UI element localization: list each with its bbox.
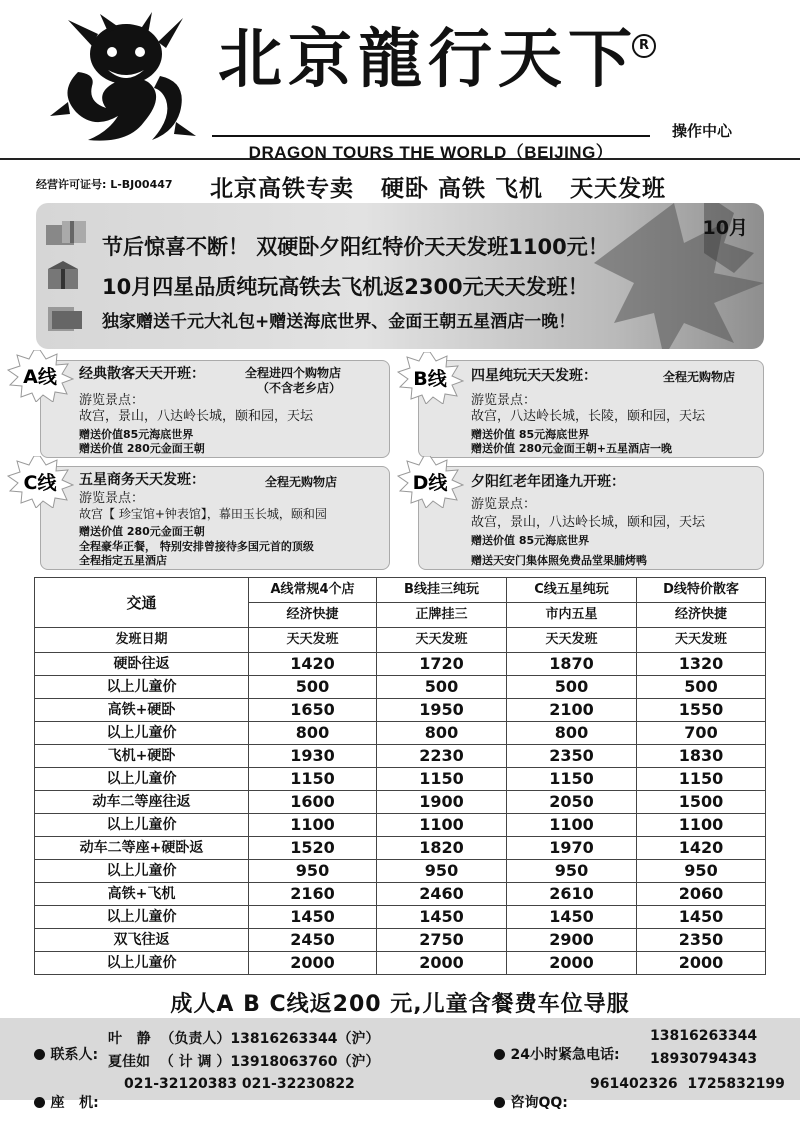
bullet-icon	[34, 1049, 45, 1060]
date-header: 发班日期	[35, 628, 249, 653]
route-a-note-2: （不含老乡店）	[257, 381, 342, 395]
price-cell: 1150	[377, 768, 507, 791]
row-label: 以上儿童价	[35, 722, 249, 745]
price-cell: 950	[507, 860, 637, 883]
route-a-badge	[6, 350, 74, 402]
price-cell: 1450	[249, 906, 377, 929]
price-cell: 1950	[377, 699, 507, 722]
price-cell: 1100	[377, 814, 507, 837]
price-cell: 800	[249, 722, 377, 745]
brand-subtitle: DRAGON TOURS THE WORLD（BEIJING）	[248, 143, 614, 162]
route-a-gift-2: 赠送价值 280元金面王朝	[79, 442, 205, 455]
price-cell: 500	[249, 676, 377, 699]
col-date: 天天发班	[637, 628, 766, 653]
price-cell: 1600	[249, 791, 377, 814]
price-cell: 2100	[507, 699, 637, 722]
price-cell: 1420	[637, 837, 766, 860]
col-header-line1: A线常规4个店	[249, 578, 377, 603]
price-cell: 500	[377, 676, 507, 699]
slogan: 成人A B C线返200 元,儿童含餐费车位导服	[170, 992, 630, 1017]
row-label: 双飞往返	[35, 929, 249, 952]
price-cell: 1420	[249, 653, 377, 676]
emergency-label: 24小时紧急电话:	[510, 1047, 620, 1063]
phone-number: 021-32120383 021-32230822	[124, 1076, 355, 1092]
col-header-line1: D线特价散客	[637, 578, 766, 603]
qq-numbers: 961402326 1725832199	[590, 1076, 785, 1092]
row-label: 高铁+硬卧	[35, 699, 249, 722]
row-label: 以上儿童价	[35, 860, 249, 883]
route-b-badge-label: B线	[413, 368, 447, 390]
route-c-badge	[6, 456, 74, 508]
phone-label: 座 机:	[50, 1095, 99, 1111]
route-d-spots: 故宫，景山，八达岭长城，颐和园，天坛	[471, 515, 706, 530]
route-d-badge	[396, 456, 464, 508]
table-row	[35, 814, 766, 837]
route-c-note: 全程无购物店	[265, 475, 338, 489]
route-d-spots-label: 游览景点：	[471, 497, 537, 512]
price-cell: 1150	[507, 768, 637, 791]
row-label: 以上儿童价	[35, 906, 249, 929]
table-row	[35, 929, 766, 952]
row-label: 以上儿童价	[35, 952, 249, 975]
table-row	[35, 791, 766, 814]
row-label: 高铁+飞机	[35, 883, 249, 906]
route-d-badge-label: D线	[412, 472, 448, 494]
phone-label-row	[14, 1076, 99, 1128]
route-c-title: 五星商务天天发班：	[79, 472, 205, 488]
route-c-gift-1: 赠送价值 280元金面王朝	[79, 525, 205, 538]
price-cell: 2350	[637, 929, 766, 952]
gift-box-icon	[44, 259, 90, 291]
contact-1: 叶 静 （负责人）13816263344（沪）	[108, 1031, 380, 1047]
col-date: 天天发班	[249, 628, 377, 653]
headline: 北京高铁专卖 硬卧 高铁 飞机 天天发班	[210, 176, 667, 202]
route-card-a	[40, 360, 390, 458]
price-cell: 2610	[507, 883, 637, 906]
table-row	[35, 745, 766, 768]
route-c-extra-1: 全程豪华正餐， 特别安排曾接待多国元首的顶级	[79, 540, 314, 553]
col-header-line2: 经济快捷	[249, 603, 377, 628]
table-header-row-1	[35, 578, 766, 603]
price-cell: 950	[377, 860, 507, 883]
route-b-badge	[396, 352, 464, 404]
price-cell: 1100	[637, 814, 766, 837]
price-cell: 1100	[249, 814, 377, 837]
price-cell: 1150	[637, 768, 766, 791]
price-cell: 1650	[249, 699, 377, 722]
col-date: 天天发班	[377, 628, 507, 653]
promo-banner	[36, 203, 764, 349]
row-label: 动车二等座往返	[35, 791, 249, 814]
table-row	[35, 653, 766, 676]
promo-line-2: 10月四星品质纯玩高铁去飞机返2300元天天发班！	[102, 275, 589, 299]
transport-header: 交通	[35, 578, 249, 628]
price-cell: 2750	[377, 929, 507, 952]
route-b-title: 四星纯玩天天发班：	[471, 368, 597, 384]
bullet-icon	[494, 1049, 505, 1060]
table-row	[35, 699, 766, 722]
table-row	[35, 768, 766, 791]
bullet-icon	[34, 1097, 45, 1108]
route-b-note: 全程无购物店	[663, 370, 736, 384]
ops-center-label: 操作中心	[672, 122, 733, 140]
price-cell: 1550	[637, 699, 766, 722]
price-cell: 1150	[249, 768, 377, 791]
route-d-title: 夕阳红老年团逢九开班：	[471, 474, 625, 490]
table-row	[35, 860, 766, 883]
row-label: 硬卧往返	[35, 653, 249, 676]
route-c-extra-2: 全程指定五星酒店	[79, 554, 167, 567]
route-c-badge-label: C线	[23, 472, 57, 494]
price-cell: 1520	[249, 837, 377, 860]
route-b-gift-1: 赠送价值 85元海底世界	[471, 428, 590, 441]
price-cell: 1450	[507, 906, 637, 929]
table-row	[35, 952, 766, 975]
route-a-badge-label: A线	[23, 366, 57, 388]
emergency-label-row	[474, 1028, 620, 1080]
table-row	[35, 722, 766, 745]
route-b-gift-2: 赠送价值 280元金面王朝+五星酒店一晚	[471, 442, 673, 455]
price-cell: 1100	[507, 814, 637, 837]
price-cell: 2900	[507, 929, 637, 952]
row-label: 以上儿童价	[35, 676, 249, 699]
price-cell: 950	[637, 860, 766, 883]
promo-line-1: 节后惊喜不断！ 双硬卧夕阳红特价天天发班1100元！	[102, 235, 609, 259]
price-table	[34, 577, 766, 975]
price-cell: 2000	[637, 952, 766, 975]
price-cell: 1820	[377, 837, 507, 860]
price-cell: 800	[377, 722, 507, 745]
price-cell: 1930	[249, 745, 377, 768]
route-d-gift-1: 赠送价值 85元海底世界	[471, 534, 590, 547]
price-cell: 2460	[377, 883, 507, 906]
price-cell: 1870	[507, 653, 637, 676]
gift-box-icon	[44, 301, 90, 333]
route-a-spots: 故宫，景山，八达岭长城，颐和园，天坛	[79, 409, 314, 424]
contact-footer	[0, 1018, 800, 1111]
route-a-spots-label: 游览景点：	[79, 393, 145, 408]
price-cell: 500	[637, 676, 766, 699]
price-cell: 1970	[507, 837, 637, 860]
price-cell: 800	[507, 722, 637, 745]
price-cell: 1830	[637, 745, 766, 768]
brand-underline	[212, 135, 650, 137]
table-row	[35, 676, 766, 699]
row-label: 动车二等座+硬卧返	[35, 837, 249, 860]
price-cell: 2060	[637, 883, 766, 906]
brand-title: 北京龍行天下	[218, 22, 638, 97]
price-cell: 500	[507, 676, 637, 699]
col-header-line2: 经济快捷	[637, 603, 766, 628]
price-cell: 2450	[249, 929, 377, 952]
table-row	[35, 883, 766, 906]
promo-month: 10月	[702, 217, 748, 239]
license-number: 经营许可证号: L-BJ00447	[36, 178, 173, 191]
col-header-line2: 市内五星	[507, 603, 637, 628]
price-cell: 2000	[377, 952, 507, 975]
price-cell: 2160	[249, 883, 377, 906]
price-cell: 2000	[507, 952, 637, 975]
dragon-logo	[48, 12, 198, 147]
table-row	[35, 906, 766, 929]
price-cell: 700	[637, 722, 766, 745]
emergency-phone-2: 18930794343	[650, 1051, 758, 1067]
registered-mark: R	[632, 34, 656, 58]
emergency-phone-1: 13816263344	[650, 1028, 758, 1044]
gift-box-icon	[44, 217, 90, 249]
route-a-note: 全程进四个购物店	[245, 366, 342, 380]
contact-label: 联系人:	[50, 1047, 99, 1063]
bullet-icon	[494, 1097, 505, 1108]
price-cell: 950	[249, 860, 377, 883]
price-cell: 1720	[377, 653, 507, 676]
route-card-c	[40, 466, 390, 570]
qq-label-row	[474, 1076, 568, 1128]
price-cell: 2050	[507, 791, 637, 814]
route-c-spots: 故宫【 珍宝馆+钟表馆】，幕田玉长城，颐和园	[79, 507, 327, 521]
contact-2: 夏佳如 （ 计 调 ）13918063760（沪）	[108, 1054, 380, 1070]
price-cell: 2230	[377, 745, 507, 768]
route-card-d	[418, 466, 764, 570]
header-divider	[0, 158, 800, 160]
promo-line-3: 独家赠送千元大礼包+赠送海底世界、金面王朝五星酒店一晚！	[102, 312, 576, 332]
table-row	[35, 837, 766, 860]
price-cell: 1500	[637, 791, 766, 814]
price-cell: 2000	[249, 952, 377, 975]
price-cell: 2350	[507, 745, 637, 768]
price-cell: 1450	[637, 906, 766, 929]
route-c-spots-label: 游览景点：	[79, 491, 145, 506]
qq-label: 咨询QQ:	[510, 1095, 568, 1111]
row-label: 飞机+硬卧	[35, 745, 249, 768]
price-cell: 1320	[637, 653, 766, 676]
price-cell: 1900	[377, 791, 507, 814]
col-header-line1: C线五星纯玩	[507, 578, 637, 603]
route-card-b	[418, 360, 764, 458]
route-b-spots: 故宫，八达岭长城，长陵，颐和园，天坛	[471, 409, 706, 424]
route-a-title: 经典散客天天开班：	[79, 366, 205, 382]
route-d-gift-2: 赠送天安门集体照免费品堂果脯烤鸭	[471, 554, 647, 567]
row-label: 以上儿童价	[35, 814, 249, 837]
contact-label-row	[14, 1028, 98, 1080]
col-header-line1: B线挂三纯玩	[377, 578, 507, 603]
route-b-spots-label: 游览景点：	[471, 393, 537, 408]
row-label: 以上儿童价	[35, 768, 249, 791]
col-date: 天天发班	[507, 628, 637, 653]
col-header-line2: 正牌挂三	[377, 603, 507, 628]
price-cell: 1450	[377, 906, 507, 929]
table-date-row	[35, 628, 766, 653]
route-a-gift-1: 赠送价值85元海底世界	[79, 428, 194, 441]
